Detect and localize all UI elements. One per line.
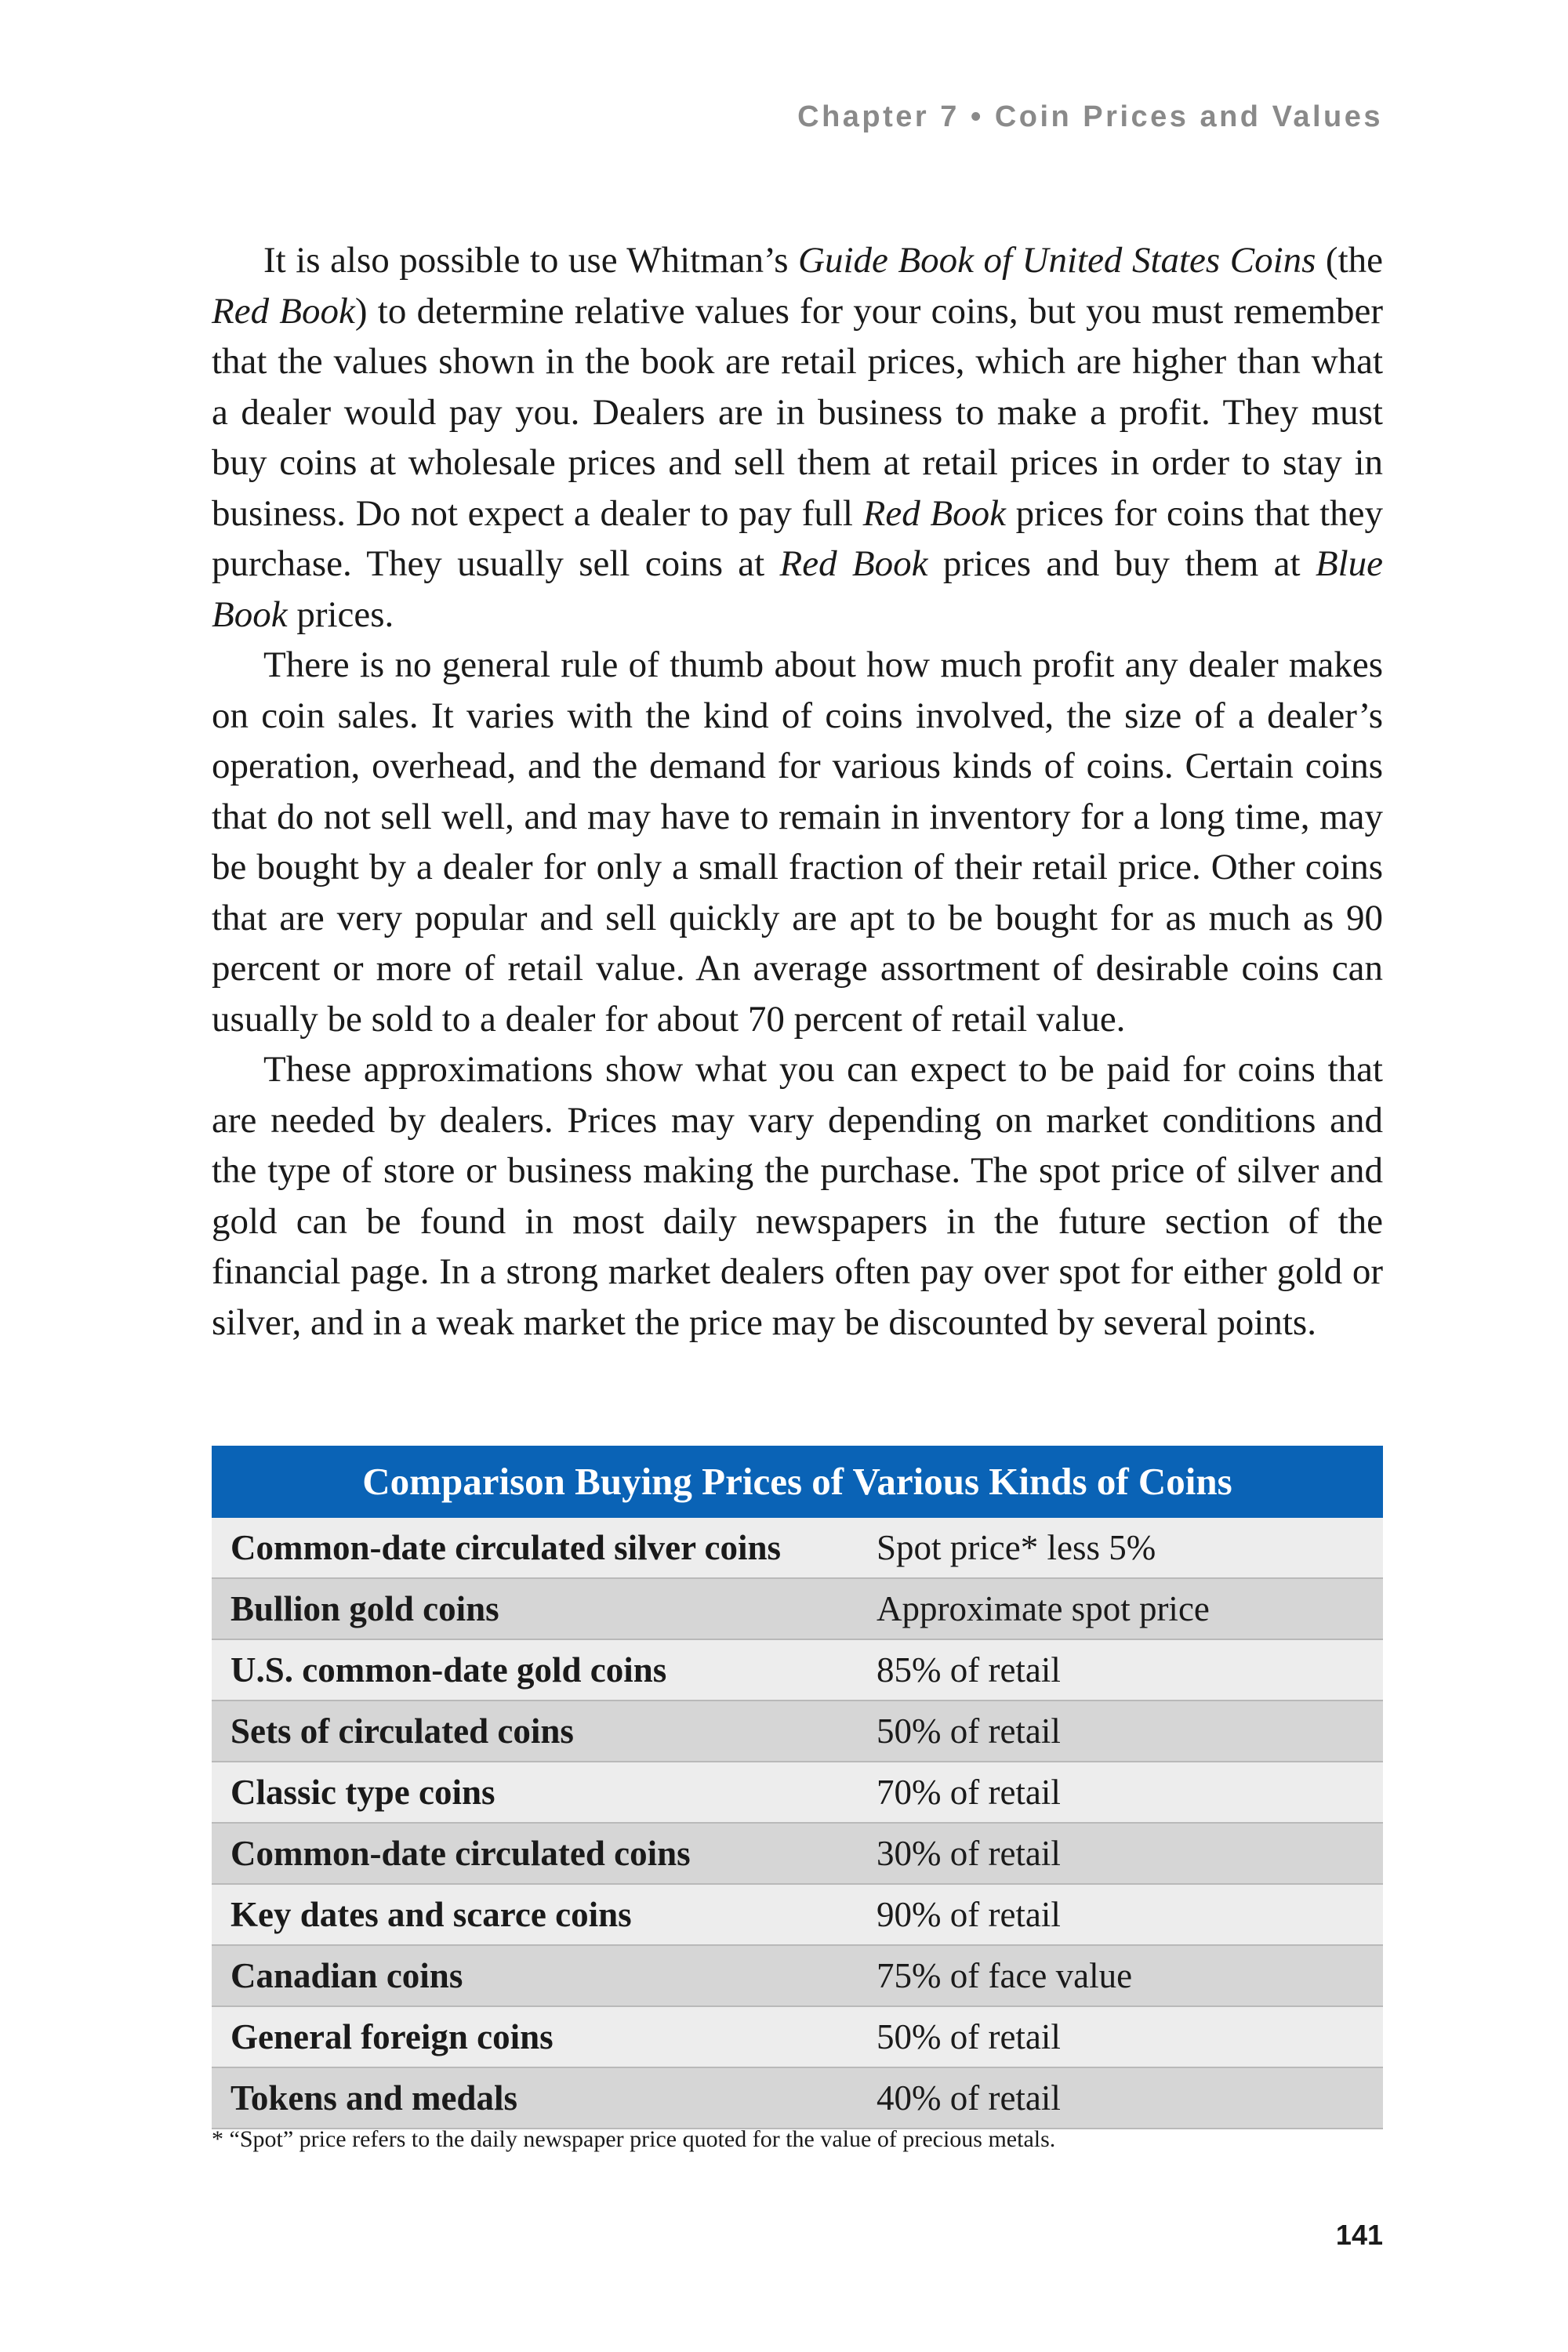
coin-type-cell: Tokens and medals — [212, 2067, 858, 2129]
coin-type-cell: General foreign coins — [212, 2006, 858, 2067]
paragraph-1-text-2: (the — [1316, 240, 1384, 281]
table-row — [212, 1762, 1383, 1823]
page-number: 141 — [1335, 2219, 1383, 2251]
table-row — [212, 1945, 1383, 2006]
buying-price-cell: 50% of retail — [858, 2006, 1383, 2067]
table-row — [212, 1884, 1383, 1945]
coin-type-cell: Common-date circulated silver coins — [212, 1518, 858, 1578]
coin-type-cell: Common-date circulated coins — [212, 1823, 858, 1884]
table-row — [212, 2006, 1383, 2067]
table-row — [212, 1700, 1383, 1762]
paragraph-1-text-1: It is also possible to use Whitman’s — [263, 240, 798, 281]
paragraph-3: These approximations show what you can expect to be paid for coins that are needed by dealers. Prices may vary depending on market conditions and the type of store or business making the purchase. The spot price of silver and gold can be found in most daily newspapers in the future section of the financial page. In a strong market dealers often pay over spot for either gold or silver, and in a weak market the price may be discounted by several points. — [212, 1049, 1383, 1343]
coin-type-cell: Classic type coins — [212, 1762, 858, 1823]
book-title-red-book: Red Book — [779, 543, 928, 584]
book-title-blue-book: Blue Book — [212, 543, 1383, 635]
coin-type-cell: Canadian coins — [212, 1945, 858, 2006]
running-head: Chapter 7 • Coin Prices and Values — [797, 100, 1383, 133]
paragraph-2: There is no general rule of thumb about how much profit any dealer makes on coin sales. It varies with the kind of coins involved, the size of a dealer’s operation, overhead, and the demand for various kinds of coins. Certain coins that do not sell well, and may have to remain in inventory for a long time, may be bought by a dealer for only a small fraction of their retail price. Other coins that are very popular and sell quickly are apt to be bought for as much as 90 percent or more of retail value. An average assortment of desirable coins can usually be sold to a dealer for about 70 percent of retail value. — [212, 644, 1383, 1040]
paragraph-1-text-4: prices for coins that they purchase. They usually sell coins at — [212, 492, 1383, 584]
buying-price-cell: 50% of retail — [858, 1700, 1383, 1762]
buying-price-cell: Spot price* less 5% — [858, 1518, 1383, 1578]
book-title-guide-book: Guide Book of United States Coins — [798, 240, 1316, 281]
table-row — [212, 1639, 1383, 1700]
buying-price-cell: 30% of retail — [858, 1823, 1383, 1884]
book-title-red-book: Red Book — [862, 492, 1006, 534]
table-footnote: * “Spot” price refers to the daily newspaper price quoted for the value of precious metals. — [212, 2126, 1056, 2152]
paragraph-1-text-6: prices. — [287, 593, 394, 635]
buying-price-cell: 90% of retail — [858, 1884, 1383, 1945]
table-row — [212, 2067, 1383, 2129]
table-title: Comparison Buying Prices of Various Kinds of Coins — [212, 1446, 1383, 1518]
buying-price-cell: Approximate spot price — [858, 1578, 1383, 1639]
coin-type-cell: Bullion gold coins — [212, 1578, 858, 1639]
buying-price-cell: 75% of face value — [858, 1945, 1383, 2006]
comparison-price-table — [212, 1446, 1383, 2129]
table-row — [212, 1823, 1383, 1884]
paragraph-1 — [212, 235, 1383, 640]
body-text — [212, 235, 1383, 1348]
paragraph-1-text-5: prices and buy them at — [927, 543, 1316, 584]
book-title-red-book: Red Book — [212, 290, 355, 332]
coin-type-cell: Sets of circulated coins — [212, 1700, 858, 1762]
buying-price-cell: 40% of retail — [858, 2067, 1383, 2129]
coin-type-cell: Key dates and scarce coins — [212, 1884, 858, 1945]
paragraph-1-text-3: ) to determine relative values for your coins, but you must remember that the values shown in the book are retail prices, which are higher than what a dealer would pay you. Dealers are in business to make a profit. They must buy coins at wholesale prices and sell them at retail prices in order to stay in business. Do not expect a dealer to pay full — [212, 290, 1384, 534]
buying-price-cell: 85% of retail — [858, 1639, 1383, 1700]
buying-price-cell: 70% of retail — [858, 1762, 1383, 1823]
table-row — [212, 1518, 1383, 1578]
table-row — [212, 1578, 1383, 1639]
coin-type-cell: U.S. common-date gold coins — [212, 1639, 858, 1700]
